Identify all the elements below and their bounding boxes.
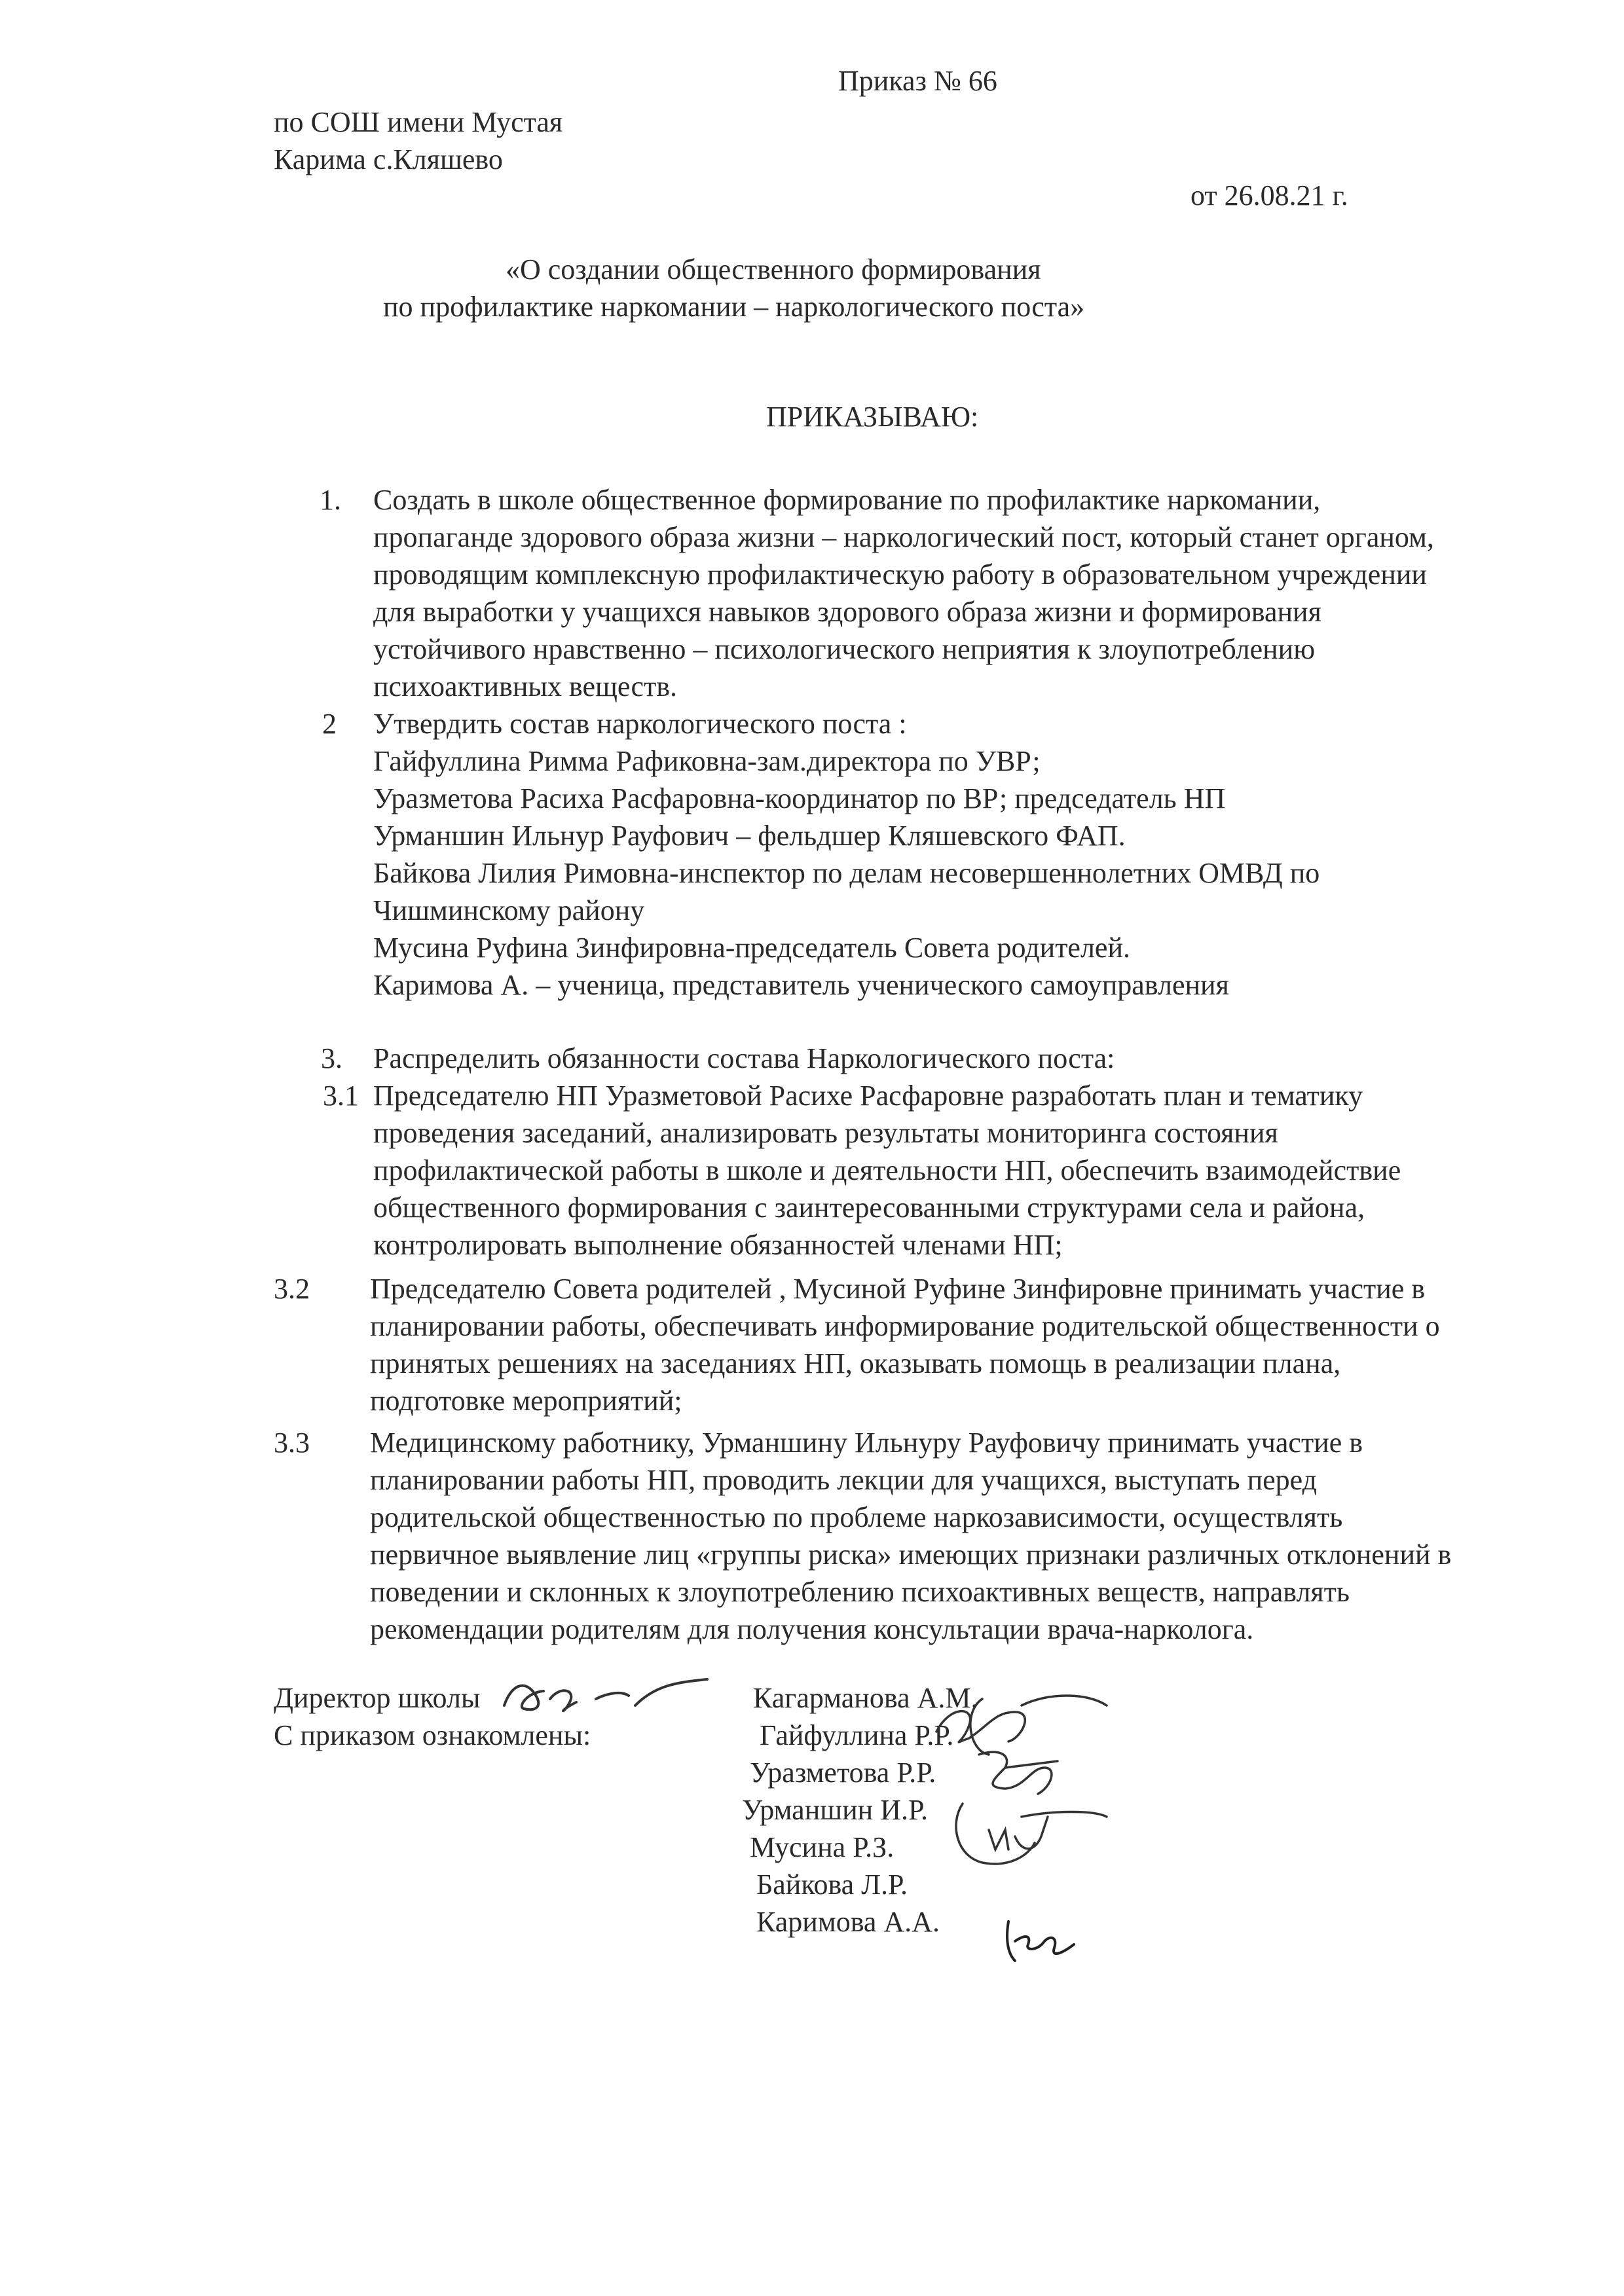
item-text-line: поведении и склонных к злоупотреблению психоактивных веществ, направлять	[370, 1576, 1350, 1608]
decree-heading: ПРИКАЗЫВАЮ:	[766, 401, 979, 433]
director-label: Директор школы	[274, 1682, 481, 1714]
item-text-line: пропаганде здорового образа жизни – наркологический пост, который станет органом,	[373, 521, 1434, 553]
director-name: Кагарманова А.М.	[753, 1682, 978, 1714]
item-text-line: планировании работы НП, проводить лекции для учащихся, выступать перед	[370, 1464, 1317, 1496]
item-text-line: психоактивных веществ.	[373, 670, 678, 702]
acquainted-name: Мусина Р.З.	[750, 1831, 895, 1863]
acquainted-name: Каримова А.А.	[756, 1906, 940, 1938]
member-line: Байкова Лилия Римовна-инспектор по делам несовершеннолетних ОМВД по	[373, 857, 1320, 889]
item-text-line: Утвердить состав наркологического поста :	[373, 708, 907, 740]
item-text-line: профилактической работы в школе и деятельности НП, обеспечить взаимодействие	[373, 1154, 1401, 1186]
director-signature-icon	[498, 1673, 720, 1728]
item-text-line: принятых решениях на заседаниях НП, оказывать помощь в реализации плана,	[370, 1347, 1341, 1379]
order-title-line-1: «О создании общественного формирования	[506, 253, 1041, 285]
item-text-line: проводящим комплексную профилактическую работу в образовательном учреждении	[373, 558, 1427, 591]
acquainted-name: Уразметова Р.Р.	[750, 1757, 936, 1789]
item-text-line: контролировать выполнение обязанностей членами НП;	[373, 1229, 1063, 1261]
item-number: 3.1	[323, 1080, 359, 1112]
member-line: Урманшин Ильнур Рауфович – фельдшер Кляшевского ФАП.	[373, 820, 1126, 852]
item-number: 3.	[321, 1042, 342, 1074]
item-text-line: планировании работы, обеспечивать информирование родительской общественности о	[370, 1310, 1440, 1342]
acquainted-name: Гайфуллина Р.Р.	[760, 1719, 954, 1751]
acquainted-name: Байкова Л.Р.	[756, 1868, 908, 1901]
item-number: 1.	[320, 484, 341, 516]
item-text-line: рекомендации родителям для получения консультации врача-нарколога.	[370, 1613, 1254, 1645]
item-text-line: Создать в школе общественное формирование по профилактике наркомании,	[373, 484, 1321, 516]
item-number: 3.3	[274, 1427, 310, 1459]
item-text-line: родительской общественностью по проблеме наркозависимости, осуществлять	[370, 1501, 1343, 1533]
item-text-line: для выработки у учащихся навыков здорового образа жизни и формирования	[373, 596, 1321, 628]
item-number: 3.2	[274, 1273, 310, 1305]
order-title-line-2: по профилактике наркомании – наркологического поста»	[383, 291, 1085, 323]
item-text-line: Председателю Совета родителей , Мусиной Руфине Зинфировне принимать участие в	[370, 1273, 1426, 1305]
item-text-line: Распределить обязанности состава Наркологического поста:	[373, 1042, 1115, 1074]
member-line: Каримова А. – ученица, представитель ученического самоуправления	[373, 969, 1229, 1001]
signature-karimova-icon	[995, 1915, 1087, 1971]
organization-line-2: Карима с.Кляшево	[274, 143, 503, 175]
item-text-line: общественного формирования с заинтересованными структурами села и района,	[373, 1192, 1365, 1224]
item-number: 2	[322, 708, 337, 740]
signature-urmanshin-icon	[943, 1791, 1113, 1879]
order-date: от 26.08.21 г.	[1190, 179, 1348, 211]
item-text-line: Председателю НП Уразметовой Расихе Расфаровне разработать план и тематику	[373, 1080, 1363, 1112]
acquainted-label: С приказом ознакомлены:	[274, 1719, 591, 1751]
acquainted-name: Урманшин И.Р.	[742, 1794, 928, 1826]
item-text-line: проведения заседаний, анализировать результаты мониторинга состояния	[373, 1117, 1278, 1149]
member-line: Мусина Руфина Зинфировна-председатель Совета родителей.	[373, 932, 1130, 964]
member-line: Чишминскому району	[373, 894, 645, 926]
item-text-line: Медицинскому работнику, Урманшину Ильнуру Рауфовичу принимать участие в	[370, 1427, 1363, 1459]
member-line: Гайфуллина Римма Рафиковна-зам.директора по УВР;	[373, 745, 1041, 777]
order-number: Приказ № 66	[838, 65, 997, 97]
item-text-line: первичное выявление лиц «группы риска» имеющих признаки различных отклонений в	[370, 1539, 1452, 1571]
item-text-line: устойчивого нравственно – психологического неприятия к злоупотреблению	[373, 633, 1316, 665]
organization-line-1: по СОШ имени Мустая	[274, 106, 563, 138]
item-text-line: подготовке мероприятий;	[370, 1385, 682, 1417]
member-line: Уразметова Расиха Расфаровна-координатор по ВР; председатель НП	[373, 782, 1226, 814]
